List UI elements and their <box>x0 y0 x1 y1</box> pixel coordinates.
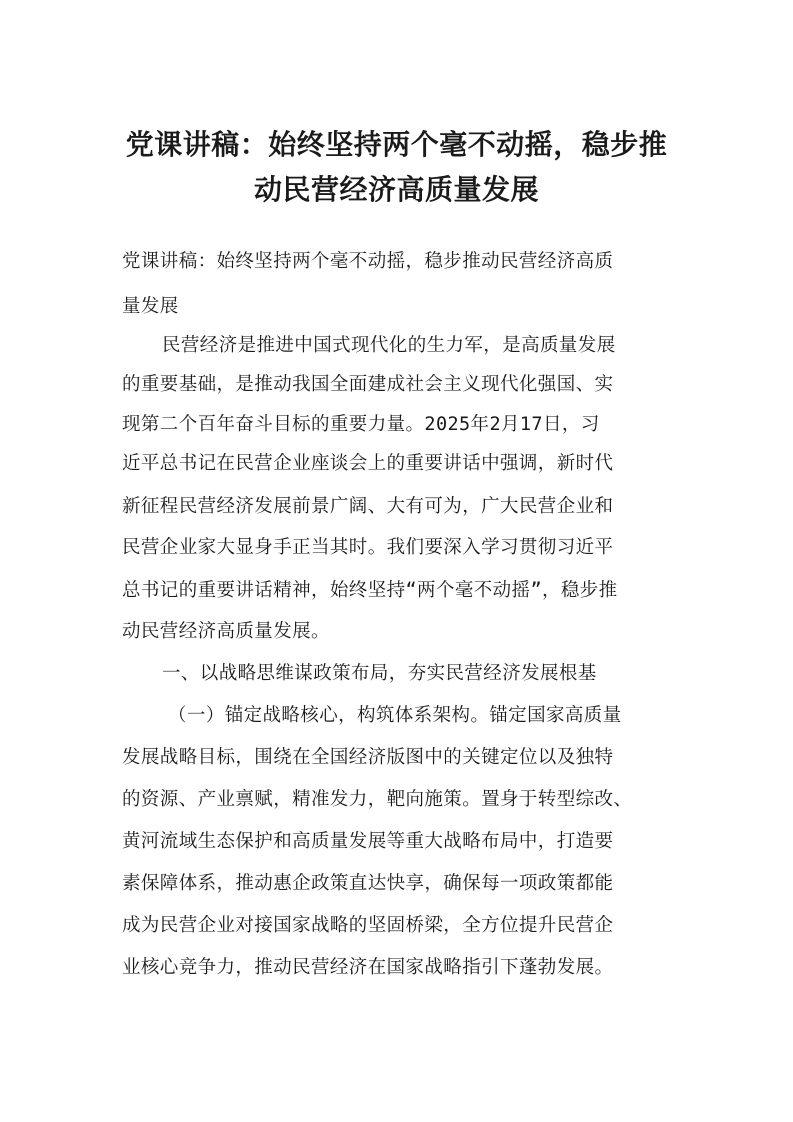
paragraph-line: 成为民营企业对接国家战略的坚固桥梁，全方位提升民营企 <box>122 915 614 936</box>
paragraph-line: 近平总书记在民营企业座谈会上的重要讲话中强调，新时代 <box>122 453 614 474</box>
paragraph-line: 的资源、产业禀赋，精准发力，靶向施策。置身于转型综改、 <box>122 789 633 810</box>
paragraph-line: 民营企业家大显身手正当其时。我们要深入学习贯彻习近平 <box>122 537 614 558</box>
subtitle-line-2: 量发展 <box>122 296 179 317</box>
paragraph-line: 的重要基础，是推动我国全面建成社会主义现代化强国、实 <box>122 374 614 395</box>
section-heading: 一、以战略思维谋政策布局，夯实民营经济发展根基 <box>162 663 597 684</box>
paragraph-line: （一）锚定战略核心，构筑体系架构。锚定国家高质量 <box>168 705 622 726</box>
document-title-line-1: 党课讲稿：始终坚持两个毫不动摇，稳步推 <box>125 128 668 161</box>
paragraph-line: 动民营经济高质量发展。 <box>122 621 330 642</box>
subtitle-line-1: 党课讲稿：始终坚持两个毫不动摇，稳步推动民营经济高质 <box>122 251 614 272</box>
paragraph-line: 素保障体系，推动惠企政策直达快享，确保每一项政策都能 <box>122 873 614 894</box>
paragraph-line: 黄河流域生态保护和高质量发展等重大战略布局中，打造要 <box>122 831 614 852</box>
paragraph-line: 发展战略目标，围绕在全国经济版图中的关键定位以及独特 <box>122 747 614 768</box>
paragraph-line: 总书记的重要讲话精神，始终坚持“两个毫不动摇”，稳步推 <box>122 580 618 601</box>
paragraph-line: 民营经济是推进中国式现代化的生力军，是高质量发展 <box>162 335 616 356</box>
paragraph-line: 业核心竞争力，推动民营经济在国家战略指引下蓬勃发展。 <box>122 957 614 978</box>
document-title-line-2: 动民营经济高质量发展 <box>253 173 539 206</box>
paragraph-line: 现第二个百年奋斗目标的重要力量。2025年2月17日，习 <box>122 414 600 435</box>
paragraph-line: 新征程民营经济发展前景广阔、大有可为，广大民营企业和 <box>122 496 614 517</box>
